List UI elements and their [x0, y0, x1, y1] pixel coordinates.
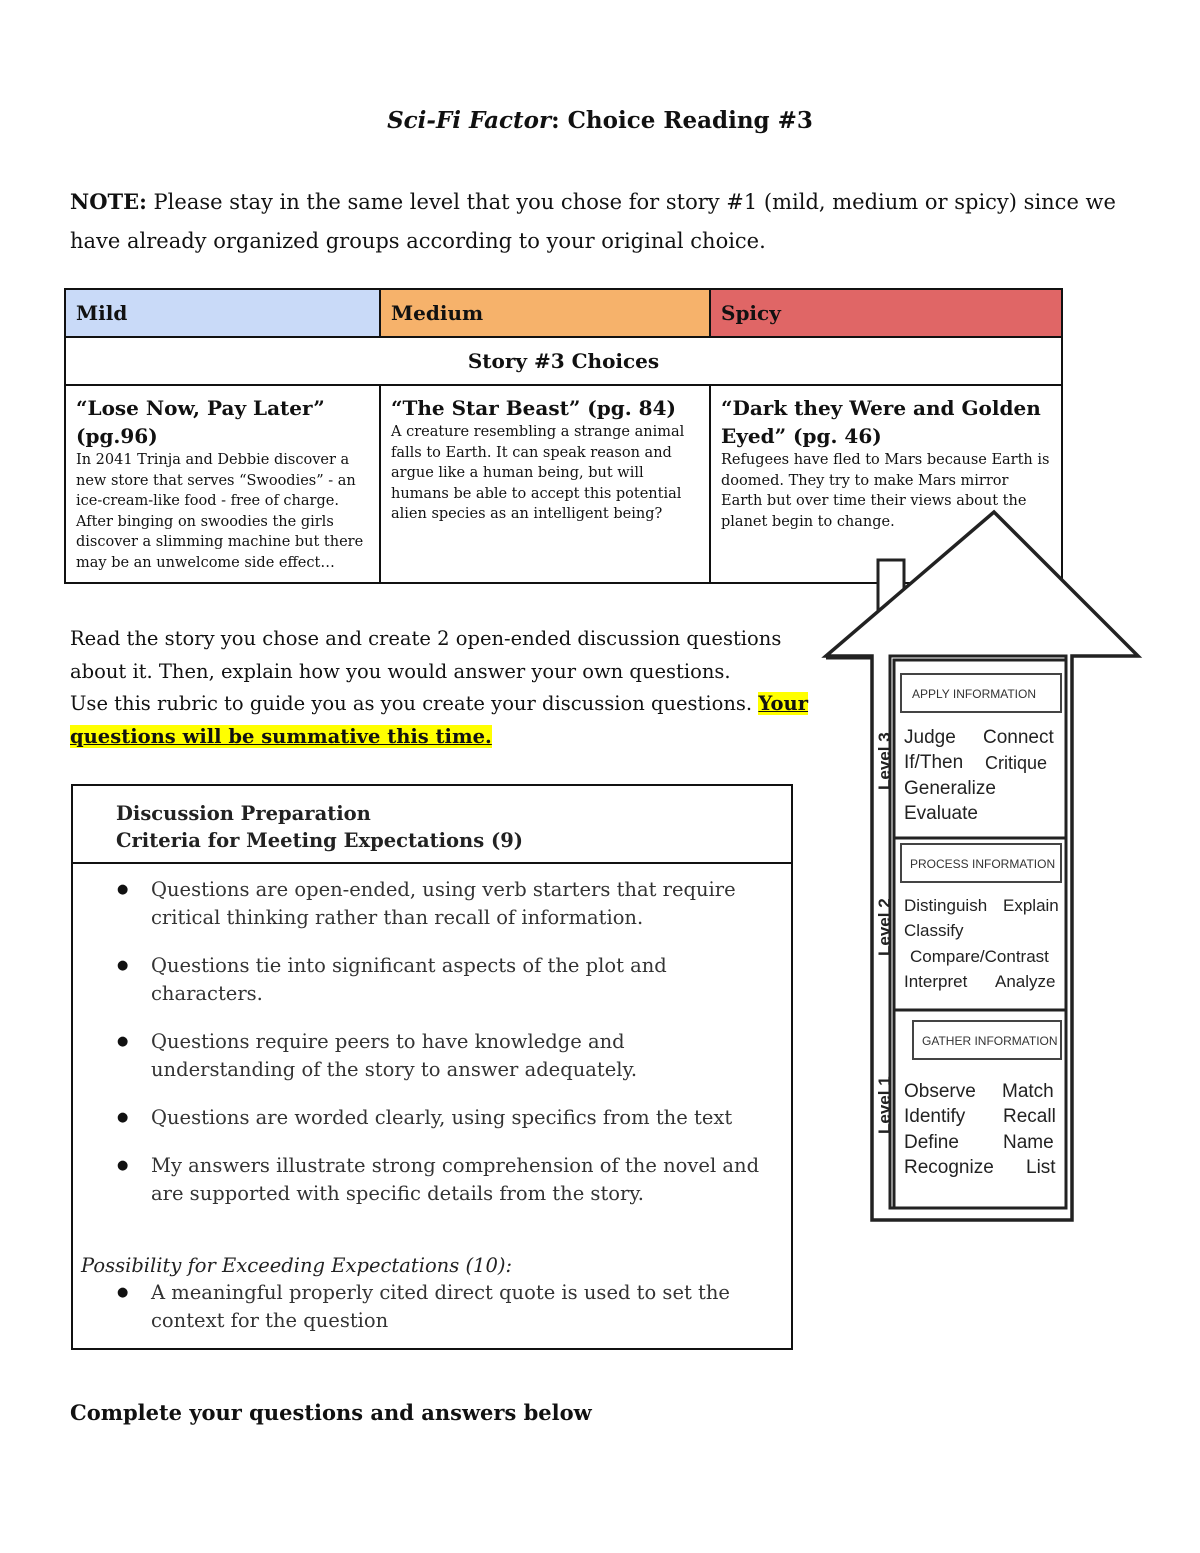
level-2-label: Level 2 [875, 898, 894, 956]
verb-word: Judge [904, 727, 956, 748]
verb-word: Name [1003, 1132, 1054, 1153]
story-title: “Lose Now, Pay Later” (pg.96) [76, 396, 325, 448]
level-spicy-header: Spicy [710, 289, 1062, 337]
verb-word: Recognize [904, 1157, 994, 1178]
instructions-line-1: Read the story you chose and create 2 open-ended discussion questions about it. Then, explain how you would answer your own questions. [70, 627, 782, 683]
list-item: ● Questions tie into significant aspects of the plot and characters. [73, 952, 791, 1008]
verb-word: Identify [904, 1106, 966, 1127]
verb-word: Interpret [904, 972, 968, 991]
summative-highlight: Your questions will be summative this time. [70, 692, 809, 748]
story-cell-mild [65, 385, 380, 583]
instructions-line-2: Use this rubric to guide you as you create your discussion questions. Your questions will be summative this time. [70, 692, 809, 748]
rubric-heading-1: Discussion Preparation [116, 802, 371, 825]
verb-word: Explain [1003, 896, 1059, 915]
story-description: Refugees have fled to Mars because Earth is doomed. They try to make Mars mirror Earth but over time their views about the planet begin to change. [721, 452, 1050, 530]
verb-word: Observe [904, 1081, 976, 1102]
exceed-list [73, 1279, 791, 1335]
story-cell-medium [380, 385, 710, 583]
list-item: ● Questions are open-ended, using verb starters that require critical thinking rather than recall of information. [73, 876, 791, 932]
verb-word: Distinguish [904, 896, 988, 915]
story-description: In 2041 Trinja and Debbie discover a new store that serves “Swoodies” - an ice-cream-like food - free of charge. After binging on swoodies the girls discover a slimming machine but there may be an unwelcome side effect… [76, 452, 364, 571]
thinking-levels-house [820, 508, 1145, 1228]
verb-word: Classify [904, 921, 964, 940]
list-item: ● Questions require peers to have knowledge and understanding of the story to answer adequately. [73, 1028, 791, 1084]
verb-word: Recall [1003, 1106, 1056, 1127]
story-description: A creature resembling a strange animal falls to Earth. It can speak reason and argue like a human being, but will humans be able to accept this potential alien species as an intelligent being? [391, 424, 685, 522]
list-item: ● A meaningful properly cited direct quote is used to set the context for the question [73, 1279, 791, 1335]
instructions [70, 623, 810, 753]
complete-heading: Complete your questions and answers below [70, 1400, 592, 1425]
apply-label: APPLY INFORMATION [912, 687, 1037, 701]
note-paragraph [70, 182, 1130, 261]
story-title: “The Star Beast” (pg. 84) [391, 396, 676, 420]
verb-word: If/Then [904, 752, 964, 773]
exceed-heading: Possibility for Exceeding Expectations (10): [81, 1254, 513, 1277]
verb-word: Analyze [995, 972, 1056, 991]
note-label: NOTE: [70, 189, 147, 214]
gather-label: GATHER INFORMATION [922, 1034, 1058, 1048]
story-title: “Dark they Were and Golden Eyed” (pg. 46) [721, 396, 1041, 448]
level-medium-header: Medium [380, 289, 710, 337]
verb-word: Define [904, 1132, 959, 1153]
verb-word: Critique [985, 753, 1048, 773]
title-rest: : Choice Reading #3 [551, 107, 813, 134]
page-title [0, 107, 1200, 134]
story-choices-heading: Story #3 Choices [65, 337, 1062, 385]
level-3-label: Level 3 [875, 732, 894, 790]
list-item: ● Questions are worded clearly, using specifics from the text [73, 1104, 791, 1132]
level-1-label: Level 1 [875, 1076, 894, 1134]
rubric-heading [73, 786, 791, 864]
note-text: Please stay in the same level that you chose for story #1 (mild, medium or spicy) since we have already organized groups according to your original choice. [70, 190, 1116, 253]
verb-word: Compare/Contrast [910, 947, 1049, 966]
level-mild-header: Mild [65, 289, 380, 337]
verb-word: Generalize [904, 778, 996, 799]
verb-word: List [1026, 1157, 1056, 1178]
title-italic: Sci-Fi Factor [387, 107, 552, 134]
verb-word: Connect [983, 727, 1054, 748]
rubric-heading-2: Criteria for Meeting Expectations (9) [116, 829, 524, 852]
list-item: ● My answers illustrate strong comprehension of the novel and are supported with specific details from the story. [73, 1152, 791, 1208]
rubric-criteria-list [73, 876, 791, 1208]
rubric-box [71, 784, 793, 1350]
process-label: PROCESS INFORMATION [910, 857, 1056, 871]
verb-word: Match [1002, 1081, 1054, 1102]
verb-word: Evaluate [904, 803, 978, 824]
